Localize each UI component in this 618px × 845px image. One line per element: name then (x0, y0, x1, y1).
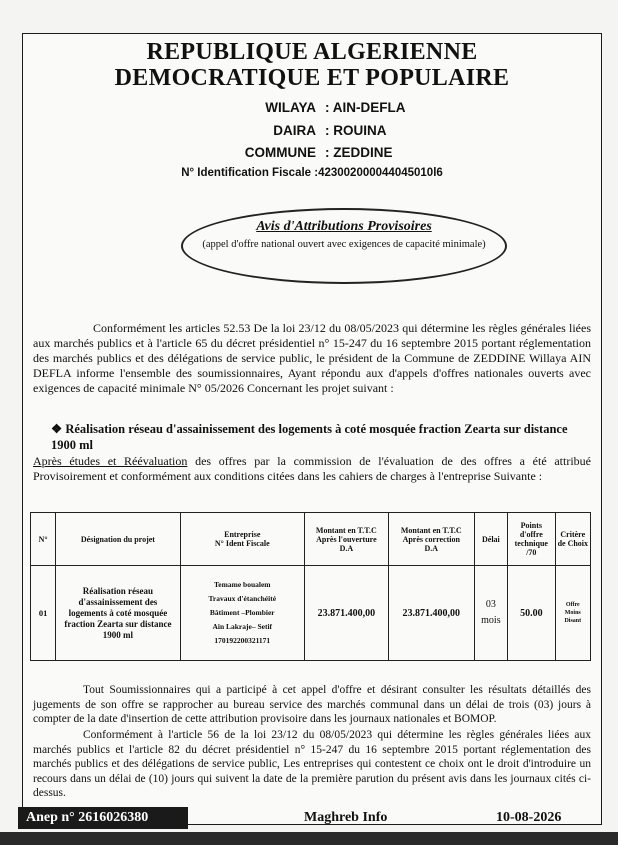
commune-label: COMMUNE (244, 145, 316, 160)
publication-date: 10-08-2026 (496, 810, 562, 825)
cell-montant-ouverture: 23.871.400,00 (304, 566, 388, 661)
bullet-icon: ❖ (51, 422, 63, 436)
daira-value: : ROUINA (325, 123, 387, 138)
evaluation-underlined: Après études et Réévaluation (33, 454, 188, 468)
table-header-row (31, 513, 591, 566)
col-critere: Critère de Choix (555, 513, 590, 566)
entreprise-line: Ain Lakraje– Setif (212, 622, 273, 631)
cell-points: 50.00 (508, 566, 556, 661)
project-line (51, 421, 591, 453)
col-num: N° (31, 513, 56, 566)
col-designation: Désignation du projet (56, 513, 180, 566)
col-entreprise: Entreprise N° Ident Fiscale (180, 513, 304, 566)
commune-value: : ZEDDINE (325, 145, 393, 160)
col-montant-correction: Montant en T.T.C Après correction D.A (388, 513, 474, 566)
evaluation-paragraph (33, 454, 591, 484)
col-delai: Délai (474, 513, 507, 566)
evaluation-rest: des offres par la commission de l'évaluation de des offres a été attribué Provisoirement et conformément aux conditions citées dans les cahiers de charges à l'entreprise Suivante : (33, 454, 591, 483)
fiscal-identification: N° Identification Fiscale :423002000044045010l6 (181, 167, 443, 179)
table-row (31, 566, 591, 661)
closing-paragraph-1: Tout Soumissionnaires qui a participé à cet appel d'offre et désirant consulter les résultats détaillés des jugements de son offre se rapprocher au bureau service des marchés communal dans un délai de trois (03) jours à compter de la date d'insertion de cette attribution provisoire dans les journaux nationales et BOMOP. (33, 684, 591, 725)
col-points: Points d'offre technique /70 (508, 513, 556, 566)
notice-sheet (22, 33, 602, 825)
scan-edge-strip (0, 832, 618, 845)
intro-paragraph: Conformément les articles 52.53 De la loi 23/12 du 08/05/2023 qui détermine les règles générales liées aux marchés publics et à l'article 65 du décret présidentiel n° 15-247 du 16 septembre 2015 portant réglementation des marchés publics et des délégations de service public, le président de la Commune de ZEDDINE Willaya AIN DEFLA informe l'ensemble des soumissionnaires, Ayant répondu aux d'appels d'offres nationales ouverts avec exigences de capacité minimale N° 05/2026 Concernant les projet suivant : (33, 321, 591, 395)
project-title: Réalisation réseau d'assainissement des logements à coté mosquée fraction Zearta sur distance 1900 ml (51, 422, 568, 452)
col-montant-ouverture: Montant en T.T.C Après l'ouverture D.A (304, 513, 388, 566)
cell-entreprise (180, 566, 304, 661)
cell-montant-correction: 23.871.400,00 (388, 566, 474, 661)
title-line-2: DEMOCRATIQUE ET POPULAIRE (114, 65, 510, 91)
publication-source: Maghreb Info (304, 810, 388, 825)
cell-designation: Réalisation réseau d'assainissement des logements à coté mosquée fraction Zearta sur distance 1900 ml (56, 566, 180, 661)
anep-reference: Anep n° 2616026380 (18, 807, 188, 829)
entreprise-line: 170192200321171 (214, 636, 271, 645)
notice-title: Avis d'Attributions Provisoires (256, 219, 432, 234)
entreprise-line: Bâtiment –Plombier (209, 608, 275, 617)
closing-paragraph-2: Conformément à l'article 56 de la loi 23/12 du 08/05/2023 qui détermine les règles générales liées aux marchés publics et l'article 82 du décret présidentiel n° 15-247 du 16 septembre 2015 portant réglementation des marchés publics et des délégations de service public, Les entreprises qui contestent ce choix ont le droit d'introduire un recours dans un délai de (10) jours qui suivent la date de la première parution du présent avis dans les journaux cités ci-dessus. (33, 729, 591, 799)
wilaya-value: : AIN-DEFLA (325, 100, 406, 115)
title-line-1: REPUBLIQUE ALGERIENNE (146, 39, 478, 65)
entreprise-line: Temame boualem (213, 580, 271, 589)
cell-num: 01 (31, 566, 56, 661)
daira-label: DAIRA (273, 123, 316, 138)
wilaya-label: WILAYA (265, 100, 316, 115)
notice-subtitle: (appel d'offre national ouvert avec exigences de capacité minimale) (202, 239, 486, 250)
cell-critere: Offre Moins Disant (555, 566, 590, 661)
entreprise-line: Travaux d'étanchéité (208, 594, 277, 603)
cell-delai: 03 mois (474, 566, 507, 661)
attribution-table (30, 512, 591, 661)
administrative-block (23, 100, 601, 160)
